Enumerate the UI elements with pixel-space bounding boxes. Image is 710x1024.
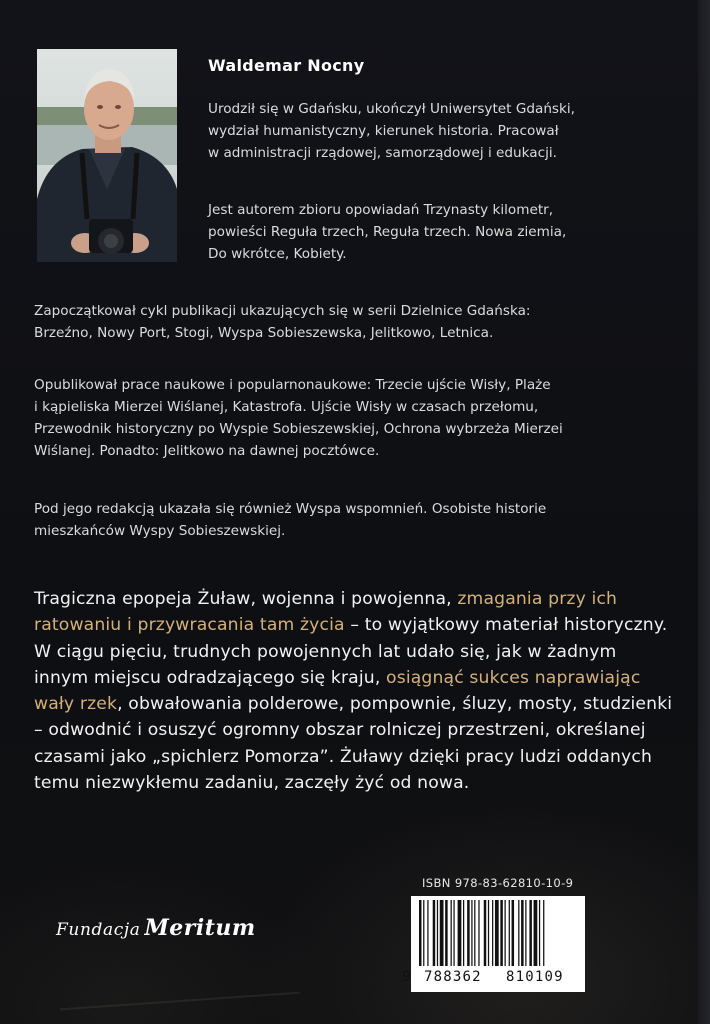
barcode-bar <box>440 900 444 966</box>
barcode-bar <box>488 900 489 966</box>
barcode-bar <box>505 900 506 966</box>
barcode-bar <box>534 900 538 966</box>
barcode-bar <box>453 900 454 966</box>
publisher-logo <box>56 915 256 941</box>
blurb-text: – to wyjątkowy materiał historyczny. W ciągu pięciu, trudnych powojennych lat udało się, jak w żadnym innym miejscu odradzającego się kraju, <box>34 615 668 688</box>
barcode-bar <box>521 900 524 966</box>
barcode-bar <box>437 900 438 966</box>
author-bio-editor: Pod jego redakcją ukazała się również Wyspa wspomnień. Osobiste historie mieszkańców Wyspy Sobieszewskiej. <box>34 501 547 539</box>
author-bio-series: Zapoczątkował cykl publikacji ukazujących się w serii Dzielnice Gdańska: Brzeźno, Nowy Port, Stogi, Wyspa Sobieszewska, Jelitkowo, Letnica. <box>34 303 531 341</box>
barcode-bar <box>484 900 487 966</box>
barcode-digit: 788362 <box>424 969 482 985</box>
blurb-highlight: zmagania przy ich ratowaniu i przywracania tam życia <box>34 589 618 636</box>
barcode-bar <box>445 900 448 966</box>
author-photo <box>37 49 177 262</box>
barcode-bar <box>539 900 540 966</box>
author-name: Waldemar Nocny <box>208 56 365 75</box>
barcode-bar <box>463 900 464 966</box>
barcode-bar <box>427 900 428 966</box>
barcode-bar <box>451 900 452 966</box>
book-blurb <box>34 586 674 796</box>
blurb-text: , obwałowania polderowe, pompownie, śluzy, mosty, studzienki – odwodnić i osuszyć ogromny obszar rolniczej przestrzeni, określanej czasami jako „spichlerz Pomorza”. Żuławy dzięki pracy ludzi oddanych temu niezwykłemu zadaniu, zaczęły żyć od nowa. <box>34 694 673 794</box>
barcode-bar <box>419 900 422 966</box>
barcode-bar <box>467 900 470 966</box>
author-bio-scholarly: Opublikował prace naukowe i popularnonaukowe: Trzecie ujście Wisły, Plaże i kąpieliska Mierzei Wiślanej, Katastrofa. Ujście Wisły w czasach przełomu, Przewodnik historyczny po Wyspie Sobieszewskiej, Ochrona wybrzeża Mierzei Wiślanej. Ponadto: Jelitkowo na dawnej pocztówce. <box>34 377 563 459</box>
barcode-bar <box>495 900 499 966</box>
barcode-bar <box>509 900 510 966</box>
barcode-bar <box>458 900 462 966</box>
publisher-word: Fundacja <box>56 920 141 940</box>
barcode-bar <box>433 900 436 966</box>
barcode-bar <box>525 900 526 966</box>
background-texture <box>60 992 300 1011</box>
barcode-bar <box>512 900 515 966</box>
author-bio-education: Urodził się w Gdańsku, ukończył Uniwersytet Gdański, wydział humanistyczny, kierunek historia. Pracował w administracji rządowej, samorządowej i edukacji. <box>208 101 575 161</box>
barcode-bar <box>478 900 479 966</box>
author-bio-fiction: Jest autorem zbioru opowiadań Trzynasty kilometr, powieści Reguła trzech, Reguła trzech. Nowa ziemia, Do wkrótce, Kobiety. <box>208 202 567 262</box>
barcode-bar <box>543 900 544 966</box>
barcode-bar <box>492 900 493 966</box>
barcode-bar <box>474 900 475 966</box>
barcode-bars <box>419 900 577 966</box>
barcode-bar <box>471 900 472 966</box>
barcode-bar <box>423 900 424 966</box>
blurb-text: Tragiczna epopeja Żuław, wojenna i powojenna, <box>34 589 458 609</box>
barcode-digit: 9 <box>402 969 412 985</box>
cover-edge <box>698 0 710 1024</box>
barcode-bar <box>518 900 519 966</box>
barcode-bar <box>500 900 503 966</box>
barcode-bar <box>529 900 532 966</box>
barcode-digit: 810109 <box>506 969 564 985</box>
isbn-label: ISBN 978-83-62810-10-9 <box>422 876 574 890</box>
publisher-word: Meritum <box>144 915 256 941</box>
blurb-highlight: osiągnąć sukces naprawiając wały rzek <box>34 667 641 715</box>
